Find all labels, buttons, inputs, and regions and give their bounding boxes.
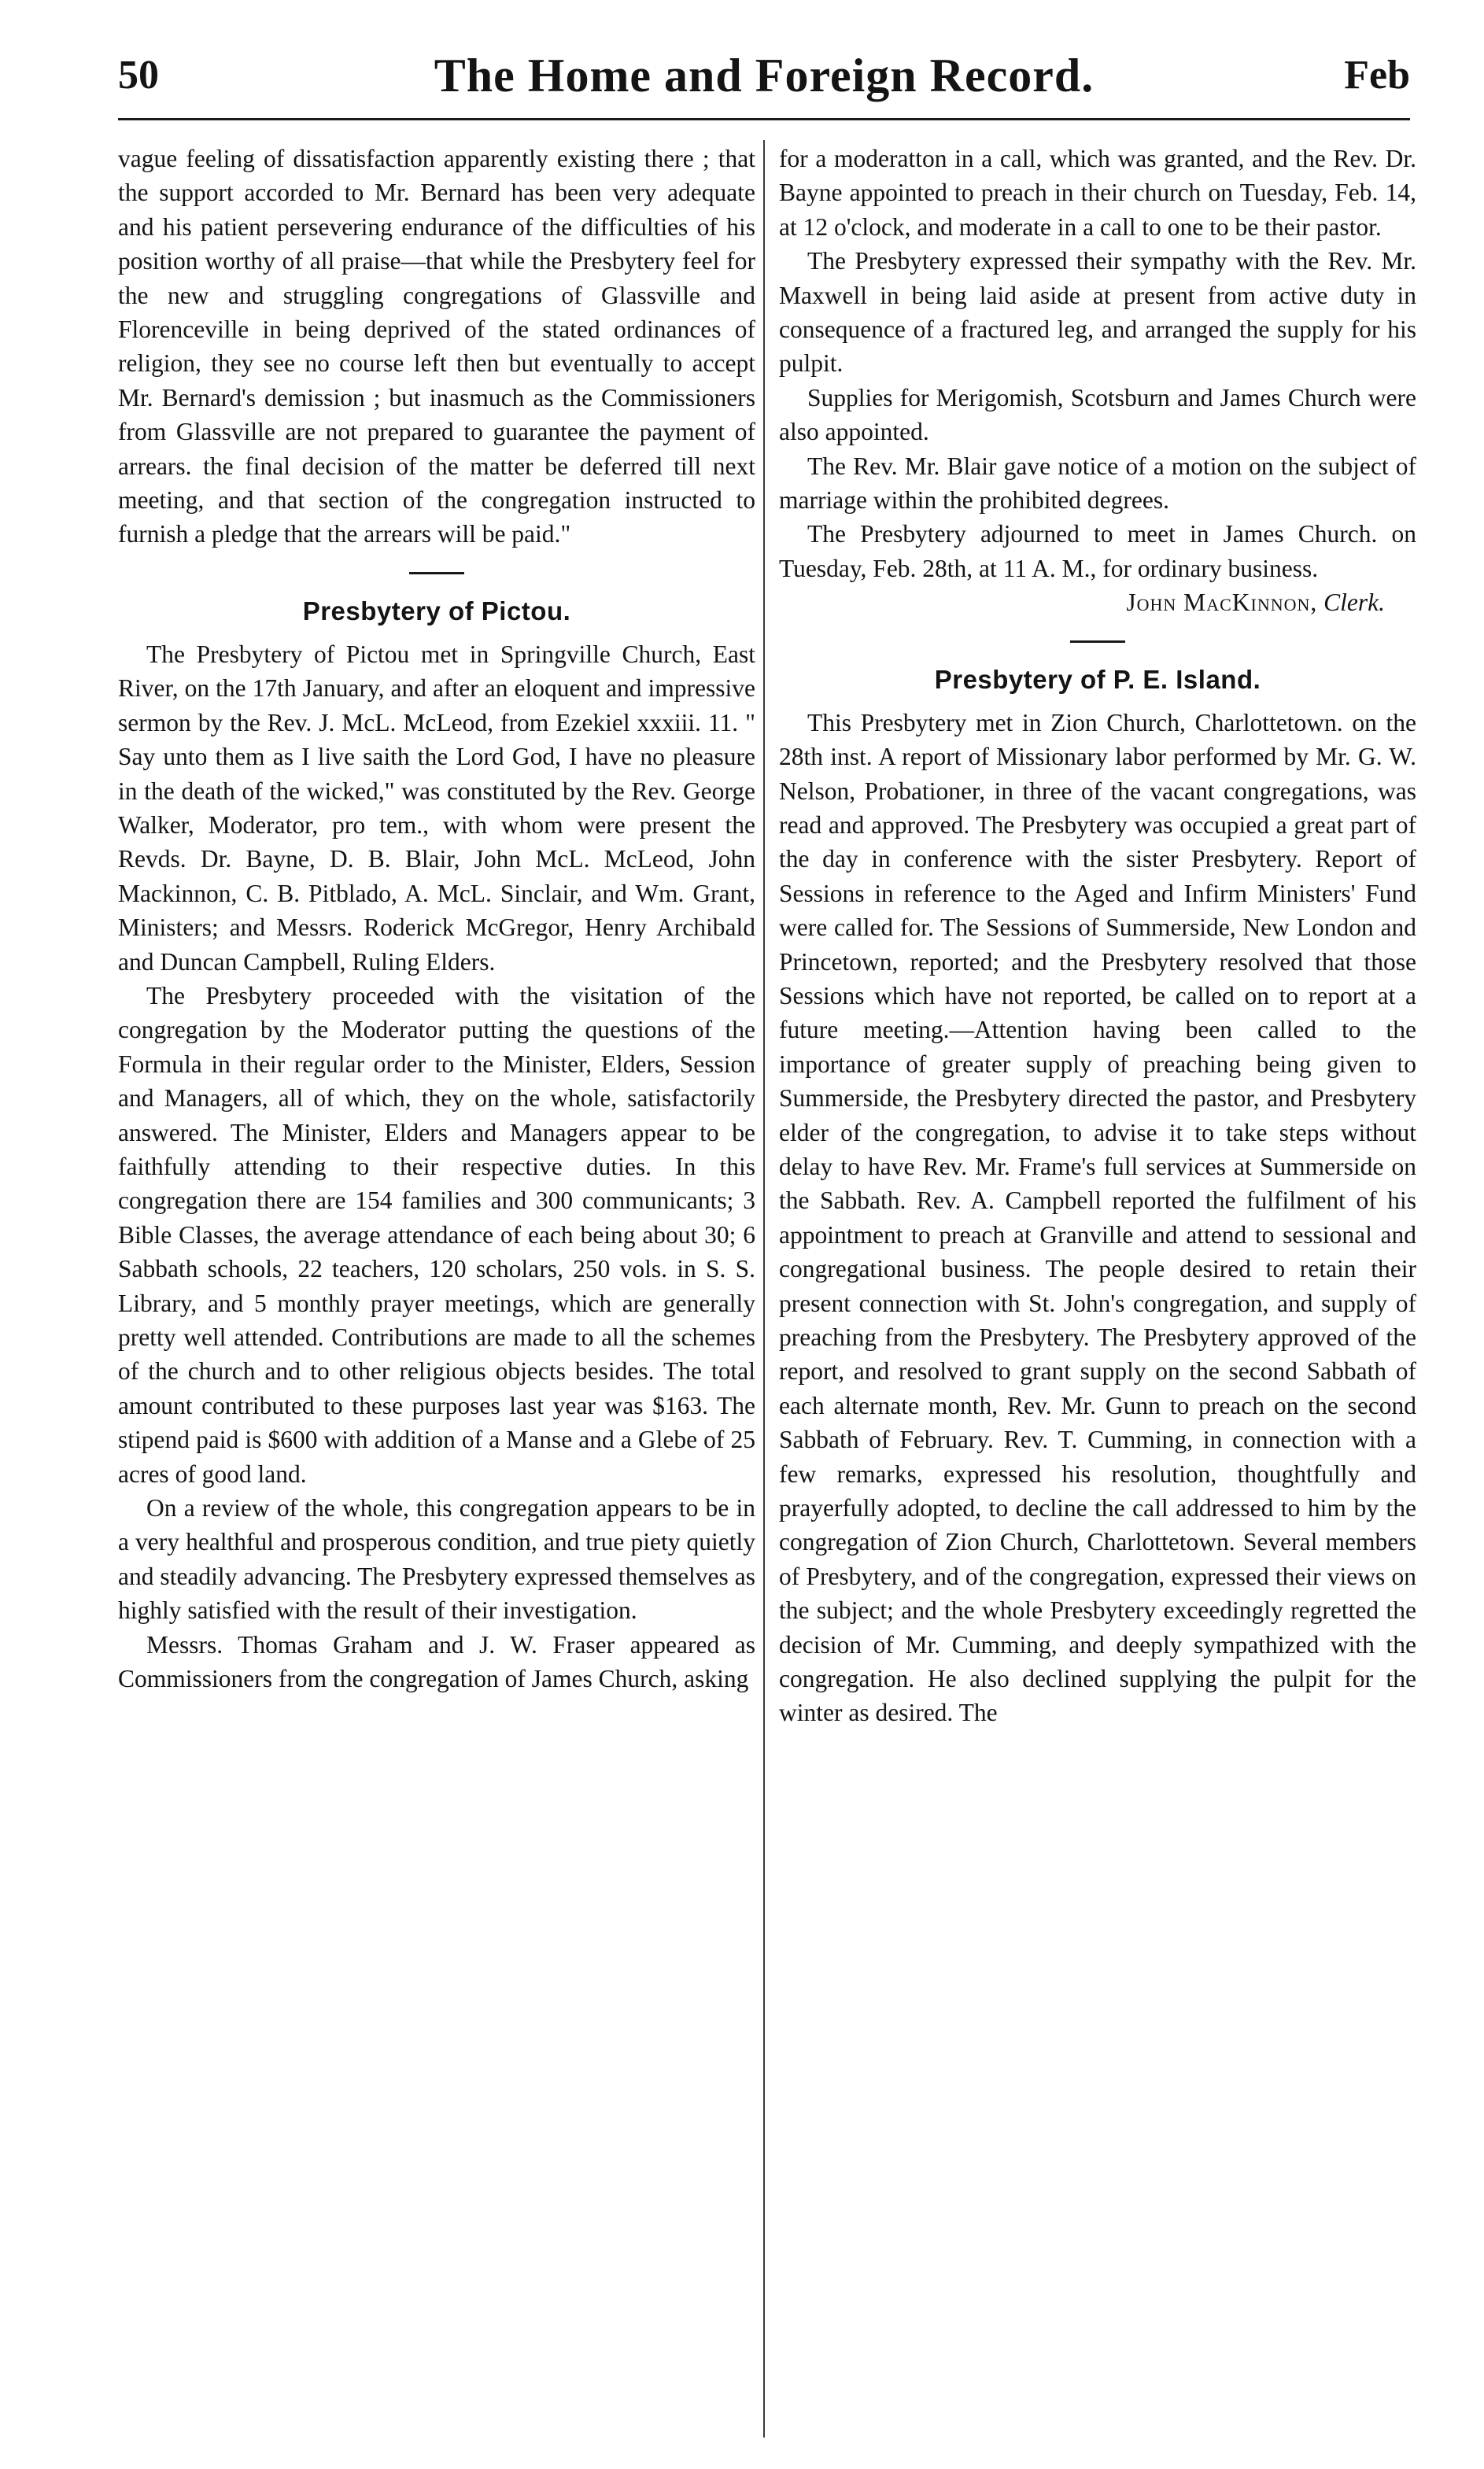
section-heading-pictou: Presbytery of Pictou. [302,596,571,626]
paragraph: Supplies for Merigomish, Scotsburn and James Church were also appointed. [779,383,1416,446]
running-header [118,49,1410,121]
paragraph: The Presbytery expressed their sympathy with the Rev. Mr. Maxwell in being laid aside at present from active duty in consequence of a fractured leg, and arranged the supply for his pulpit. [779,247,1416,378]
paragraph: This Presbytery met in Zion Church, Charlottetown. on the 28th inst. A report of Missionary labor performed by Mr. G. W. Nelson, Probationer, in three of the vacant congregations, was read and approved. The Presbytery was occupied a great part of the day in conference with the sister Presbytery. Report of Sessions in reference to the Aged and Infirm Ministers' Fund were called for. The Sessions of Summerside, New London and Princetown, reported; and the Presbytery resolved that those Sessions which have not reported, be called on to report at a future meeting.—Attention having been called to the importance of greater supply of preaching being given to Summerside, the Presbytery directed the pastor, and Presbytery elder of the congregation, to advise it to take steps without delay to have Rev. Mr. Frame's full services at Summerside on the Sabbath. Rev. A. Campbell reported the fulfilment of his appointment to preach at Granville and attend to sessional and congregational business. The people desired to retain their present connection with St. John's congregation, and supply of preaching from the Presbytery. The Presbytery approved of the report, and resolved to grant supply on the second Sabbath of each alternate month, Rev. Mr. Gunn to preach on the second Sabbath of February. Rev. T. Cumming, in connection with a few remarks, expressed his resolution, thoughtfully and prayerfully adopted, to decline the call addressed to him by the congregation of Zion Church, Charlottetown. Several members of Presbytery, and of the congregation, expressed their views on the subject; and the whole Presbytery exceedingly regretted the decision of Mr. Cumming, and deeply sympathized with the congregation. He also declined supplying the pulpit for the winter as desired. The [779,708,1416,1727]
column-divider [763,140,765,2438]
signature-name: John MacKinnon, [1126,589,1318,617]
paragraph: The Presbytery proceeded with the visitation of the congregation by the Moderator putting the questions of the Formula in their regular order to the Minister, Elders, Session and Managers, all of which, they on the whole, satisfactorily answered. The Minister, Elders and Managers appear to be faithfully attending to their respective duties. In this congregation there are 154 families and 300 communicants; 3 Bible Classes, the average attendance of each being about 30; 6 Sabbath schools, 22 teachers, 120 scholars, 250 vols. in S. S. Library, and 5 monthly prayer meetings, which are generally pretty well attended. Contributions are made to all the schemes of the church and to other religious objects besides. The total amount contributed to these purposes last year was $163. The stipend paid is $600 with addition of a Manse and a Glebe of 25 acres of good land. [118,981,755,1488]
paragraph: for a moderatton in a call, which was granted, and the Rev. Dr. Bayne appointed to preach in their church on Tuesday, Feb. 14, at 12 o'clock, and moderate in a call to one to be their pastor. [779,145,1416,241]
paragraph: vague feeling of dissatisfaction apparently existing there ; that the support accorded to Mr. Bernard has been very adequate and his patient persevering endurance of the difficulties of his position worthy of all praise—that while the Presbytery feel for the new and struggling congregations of Glassville and Florenceville in being deprived of the stated ordinances of religion, they see no course left then but eventually to accept Mr. Bernard's demission ; but inasmuch as the Commissioners from Glassville are not prepared to guarantee the payment of arrears. the final decision of the matter be deferred till next meeting, and that section of the congregation instructed to furnish a pledge that the arrears will be paid." [118,145,755,548]
section-heading-pei: Presbytery of P. E. Island. [934,664,1261,694]
signature-role: Clerk. [1323,589,1385,617]
paragraph: On a review of the whole, this congregation appears to be in a very healthful and prosperous condition, and true piety quietly and steadily advancing. The Presbytery expressed themselves as highly satisfied with the result of their investigation. [118,1494,755,1625]
paragraph: The Rev. Mr. Blair gave notice of a motion on the subject of marriage within the prohibited degrees. [779,452,1416,515]
left-column [118,142,755,1696]
journal-title: The Home and Foreign Record. [434,50,1095,101]
section-separator [409,572,464,574]
header-month: Feb [1344,53,1410,98]
right-column [779,142,1416,1730]
page-number: 50 [118,53,159,98]
paragraph: The Presbytery of Pictou met in Springville Church, East River, on the 17th January, and after an eloquent and impressive sermon by the Rev. J. McL. McLeod, from Ezekiel xxxiii. 11. " Say unto them as I live saith the Lord God, I have no pleasure in the death of the wicked," was constituted by the Rev. George Walker, Moderator, pro tem., with whom were present the Revds. Dr. Bayne, D. B. Blair, John McL. McLeod, John Mackinnon, C. B. Pitblado, A. McL. Sinclair, and Wm. Grant, Ministers; and Messrs. Roderick McGregor, Henry Archibald and Duncan Campbell, Ruling Elders. [118,640,755,976]
clerk-signature [779,585,1416,619]
header-rule [118,118,1410,120]
paragraph: The Presbytery adjourned to meet in James Church. on Tuesday, Feb. 28th, at 11 A. M., for ordinary business. [779,520,1416,582]
section-separator [1070,640,1125,643]
paragraph: Messrs. Thomas Graham and J. W. Fraser appeared as Commissioners from the congregation of James Church, asking [118,1630,755,1693]
